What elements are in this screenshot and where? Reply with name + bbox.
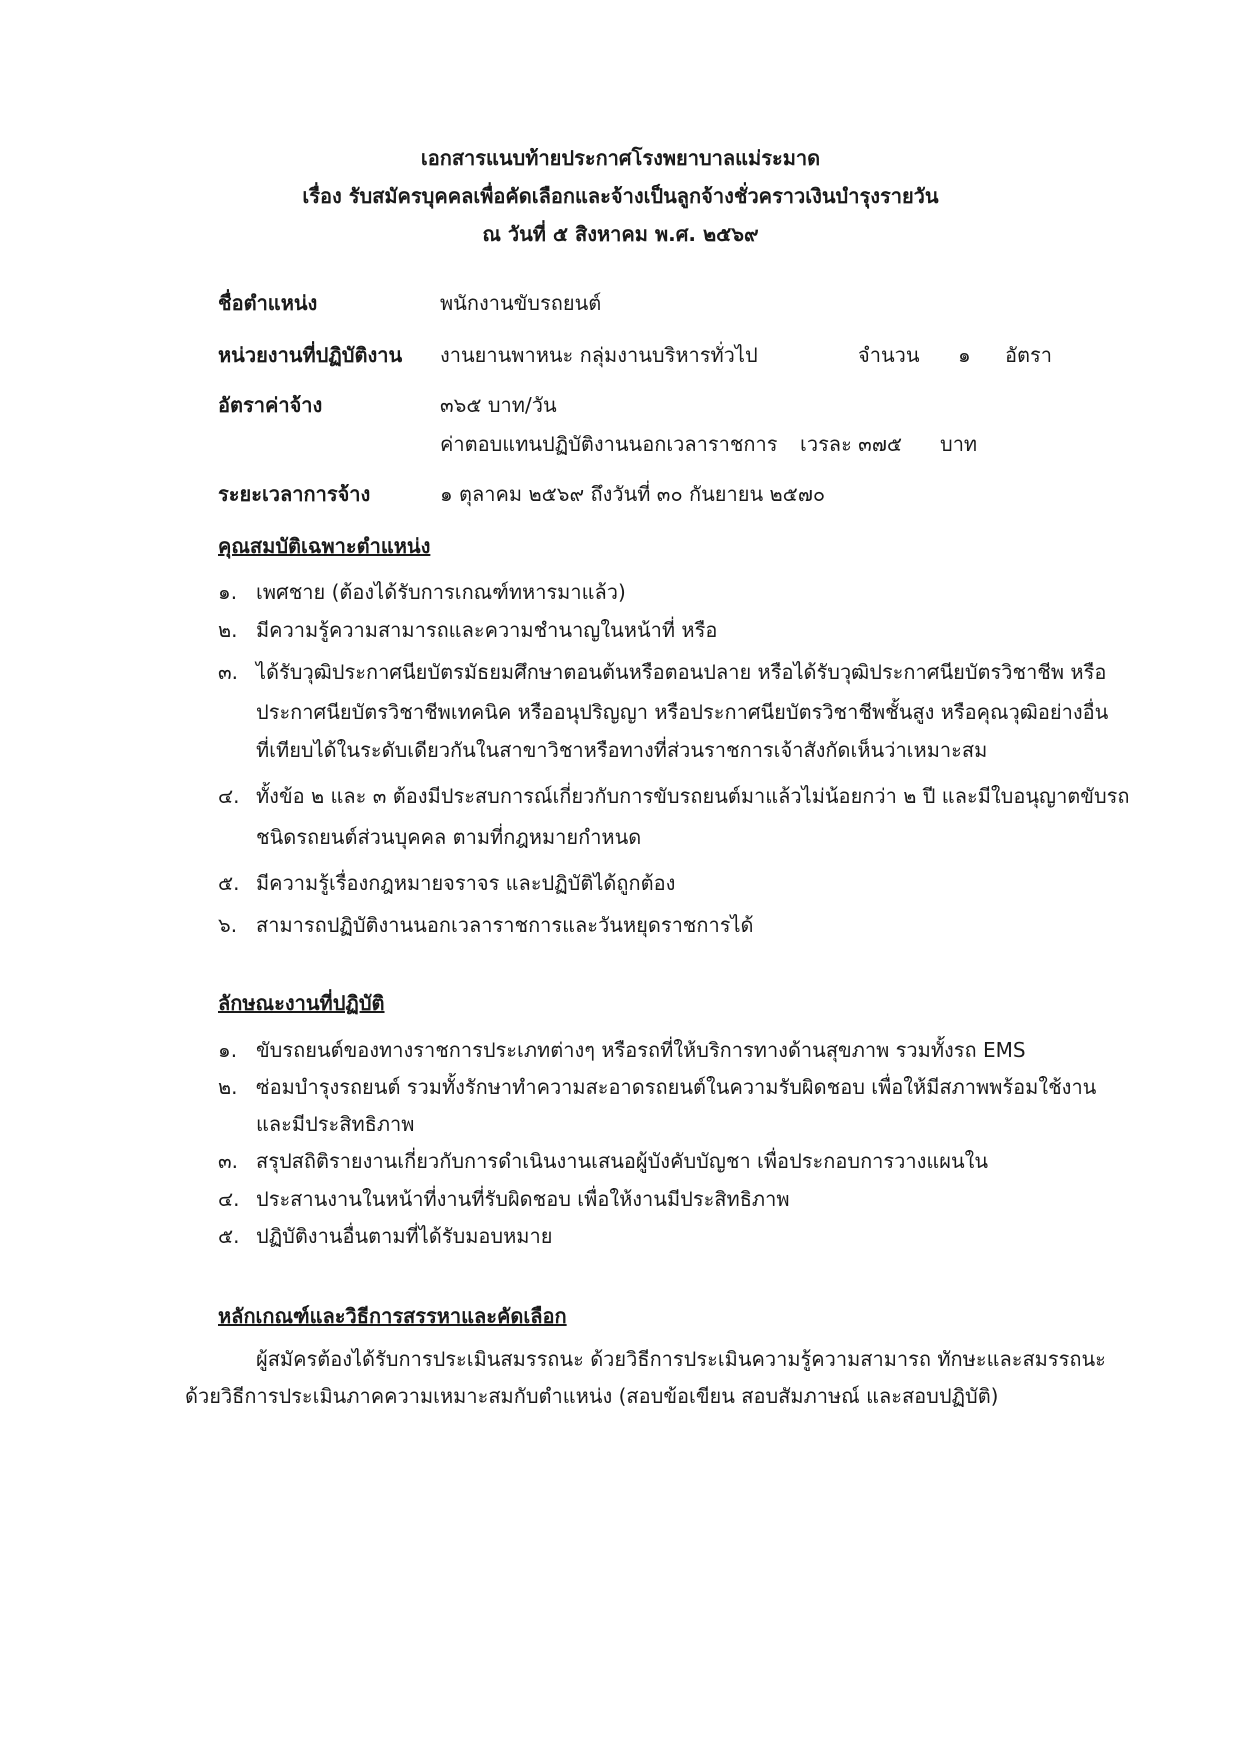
count-value: ๑ <box>958 343 971 367</box>
list-item-number: ๑. <box>218 1038 238 1062</box>
list-item-number: ๓. <box>218 660 239 684</box>
list-item-text: ประกาศนียบัตรวิชาชีพเทคนิค หรืออนุปริญญา หรือประกาศนียบัตรวิชาชีพชั้นสูง หรือคุณวุฒิอย่างอื่น <box>256 700 1109 724</box>
list-item-number: ๒. <box>218 618 238 642</box>
list-item-text: ปฏิบัติงานอื่นตามที่ได้รับมอบหมาย <box>256 1224 553 1248</box>
list-item-text: และมีประสิทธิภาพ <box>256 1112 415 1136</box>
list-item-text: มีความรู้เรื่องกฎหมายจราจร และปฏิบัติได้ถูกต้อง <box>256 871 676 895</box>
count-label: จำนวน <box>858 343 920 367</box>
list-item-number: ๕. <box>218 1224 240 1248</box>
doc-header-line1: เอกสารแนบท้ายประกาศโรงพยาบาลแม่ระมาด <box>420 146 821 170</box>
unit-label: หน่วยงานที่ปฏิบัติงาน <box>218 343 403 367</box>
list-item-text: สรุปสถิติรายงานเกี่ยวกับการดำเนินงานเสนอผู้บังคับบัญชา เพื่อประกอบการวางแผนใน <box>256 1149 989 1173</box>
period-label: ระยะเวลาการจ้าง <box>218 482 371 506</box>
list-item-number: ๓. <box>218 1149 239 1173</box>
list-item-text: ชนิดรถยนต์ส่วนบุคคล ตามที่กฎหมายกำหนด <box>256 825 642 849</box>
list-item-text: ขับรถยนต์ของทางราชการประเภทต่างๆ หรือรถที่ให้บริการทางด้านสุขภาพ รวมทั้งรถ EMS <box>256 1038 1026 1062</box>
wage-value: ๓๖๕ บาท/วัน <box>440 393 557 417</box>
list-item-text: ซ่อมบำรุงรถยนต์ รวมทั้งรักษาทำความสะอาดรถยนต์ในความรับผิดชอบ เพื่อให้มีสภาพพร้อมใช้งาน <box>256 1075 1097 1099</box>
overtime-shift: เวรละ ๓๗๕ <box>800 432 903 456</box>
qualifications-heading: คุณสมบัติเฉพาะตำแหน่ง <box>218 534 431 558</box>
unit-value: งานยานพาหนะ กลุ่มงานบริหารทั่วไป <box>440 343 758 367</box>
list-item-number: ๒. <box>218 1075 238 1099</box>
list-item-text: มีความรู้ความสามารถและความชำนาญในหน้าที่ หรือ <box>256 618 718 642</box>
selection-line2: ด้วยวิธีการประเมินภาคความเหมาะสมกับตำแหน่ง (สอบข้อเขียน สอบสัมภาษณ์ และสอบปฏิบัติ) <box>185 1384 999 1408</box>
position-label: ชื่อตำแหน่ง <box>218 291 318 315</box>
doc-header-line2: เรื่อง รับสมัครบุคคลเพื่อคัดเลือกและจ้างเป็นลูกจ้างชั่วคราวเงินบำรุงรายวัน <box>302 184 939 208</box>
overtime-unit: บาท <box>940 432 978 456</box>
wage-label: อัตราค่าจ้าง <box>218 393 323 417</box>
list-item-number: ๖. <box>218 913 238 937</box>
list-item-text: ประสานงานในหน้าที่งานที่รับผิดชอบ เพื่อให้งานมีประสิทธิภาพ <box>256 1187 790 1211</box>
list-item-text: ที่เทียบได้ในระดับเดียวกันในสาขาวิชาหรือทางที่ส่วนราชการเจ้าสังกัดเห็นว่าเหมาะสม <box>256 738 988 762</box>
selection-heading: หลักเกณฑ์และวิธีการสรรหาและคัดเลือก <box>218 1304 567 1328</box>
selection-line1: ผู้สมัครต้องได้รับการประเมินสมรรถนะ ด้วยวิธีการประเมินความรู้ความสามารถ ทักษะและสมรรถนะ <box>256 1347 1106 1371</box>
list-item-text: ทั้งข้อ ๒ และ ๓ ต้องมีประสบการณ์เกี่ยวกับการขับรถยนต์มาแล้วไม่น้อยกว่า ๒ ปี และมีใบอนุญาตขับรถ <box>256 784 1130 808</box>
list-item-number: ๑. <box>218 580 238 604</box>
list-item-number: ๕. <box>218 871 240 895</box>
list-item-number: ๔. <box>218 784 240 808</box>
period-value: ๑ ตุลาคม ๒๕๖๙ ถึงวันที่ ๓๐ กันยายน ๒๕๗๐ <box>440 482 826 506</box>
doc-header-line3: ณ วันที่ ๕ สิงหาคม พ.ศ. ๒๕๖๙ <box>482 222 759 246</box>
count-unit: อัตรา <box>1005 343 1052 367</box>
position-value: พนักงานขับรถยนต์ <box>440 291 602 315</box>
list-item-number: ๔. <box>218 1187 240 1211</box>
overtime-text: ค่าตอบแทนปฏิบัติงานนอกเวลาราชการ <box>440 432 778 456</box>
list-item-text: สามารถปฏิบัติงานนอกเวลาราชการและวันหยุดราชการได้ <box>256 913 754 937</box>
duties-heading: ลักษณะงานที่ปฏิบัติ <box>218 991 385 1015</box>
list-item-text: ได้รับวุฒิประกาศนียบัตรมัธยมศึกษาตอนต้นหรือตอนปลาย หรือได้รับวุฒิประกาศนียบัตรวิชาชีพ หรือ <box>256 660 1107 684</box>
list-item-text: เพศชาย (ต้องได้รับการเกณฑ์ทหารมาแล้ว) <box>256 580 626 604</box>
